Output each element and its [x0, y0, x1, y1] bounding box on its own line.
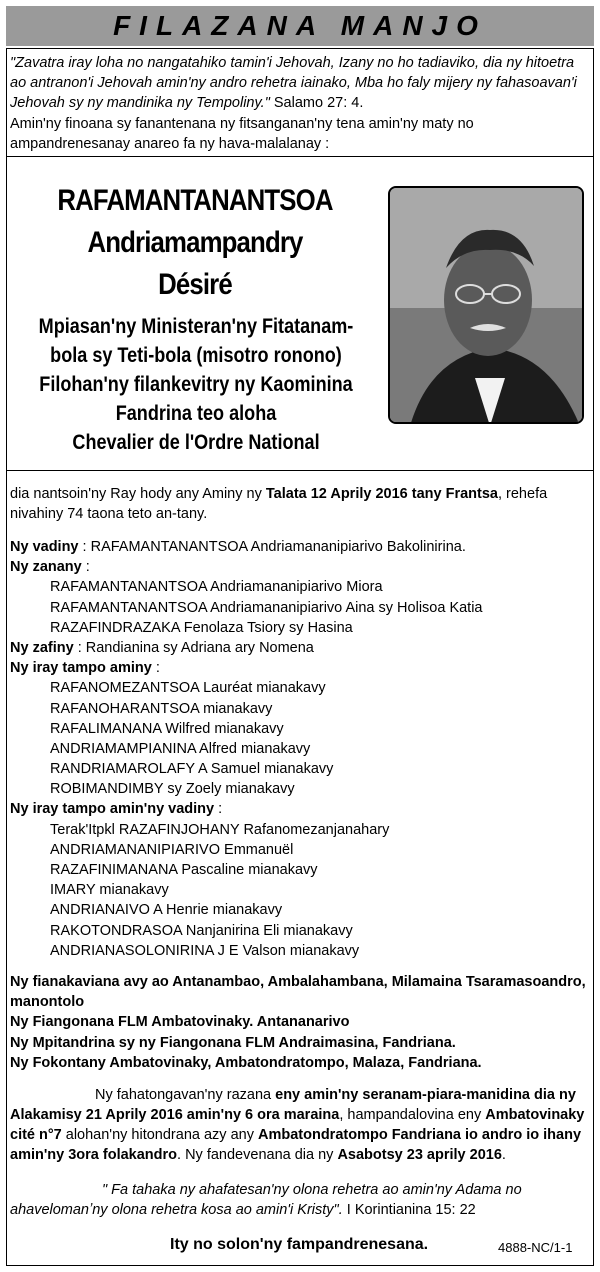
header-title: FILAZANA MANJO: [113, 10, 487, 41]
funeral-text: .: [501, 1147, 506, 1163]
death-announcement: [10, 484, 590, 524]
opening-quote: [10, 53, 590, 113]
list-item: RAFAMANTANANTSOA Andriamananipiarivo Miora: [50, 579, 383, 596]
list-item: ANDRIAMAMPIANINA Alfred mianakavy: [50, 740, 311, 757]
children-label: Ny zanany: [10, 559, 82, 576]
death-post: , rehefa nivahiny 74 taona teto an-tany.: [10, 486, 548, 522]
list-item: RAFALIMANANA Wilfred mianakavy: [50, 720, 284, 737]
portrait-illustration: [390, 188, 584, 424]
list-item: manontolo: [10, 994, 85, 1011]
list-item: RAFANOHARANTSOA mianakavy: [50, 700, 273, 717]
deceased-name: [20, 180, 370, 306]
list-item: Ny Fiangonana FLM Ambatovinaky. Antananarivo: [10, 1014, 350, 1031]
list-item: RAFAMANTANANTSOA Andriamananipiarivo Aina sy Holisoa Katia: [50, 599, 483, 616]
list-item: RAZAFINDRAZAKA Fenolaza Tsiory sy Hasina: [50, 619, 353, 636]
name-line-3: Désiré: [158, 268, 232, 301]
list-item: ROBIMANDIMBY sy Zoely mianakavy: [50, 781, 295, 798]
title-line-3: Filohan'ny filankevitry ny Kaominina: [39, 373, 353, 396]
list-item: ANDRIAMANANIPIARIVO Emmanuël: [50, 841, 294, 858]
funeral-text: . Ny fandevenana dia ny: [177, 1147, 338, 1163]
children-row: Ny zanany :: [10, 559, 90, 576]
name-line-2: Andriamampandry: [87, 226, 303, 259]
list-item: Ny Mpitandrina sy ny Fiangonana FLM Andraimasina, Fandriana.: [10, 1034, 456, 1051]
funeral-arrival: eny amin'ny seranam-piara-manidina dia ny Alakamisy 21 Aprily 2016 amin'ny 6 ora maraina: [10, 1087, 576, 1123]
grandchildren-label: Ny zafiny: [10, 639, 74, 656]
header-bar: [6, 6, 594, 46]
list-item: Terak'Itpkl RAZAFINJOHANY Rafanomezanjanahary: [50, 821, 390, 838]
funeral-destination: Ambatondratompo Fandriana io andro io ihany amin'ny 3ora folakandro: [10, 1127, 582, 1163]
siblings-label: Ny iray tampo aminy: [10, 660, 152, 677]
title-line-1: Mpiasan'ny Ministeran'ny Fitatanam-: [38, 315, 354, 338]
list-item: ANDRIANASOLONIRINA J E Valson mianakavy: [50, 942, 360, 959]
footer-message: Ity no solon'ny fampandrenesana.: [170, 1236, 429, 1253]
title-line-4: Fandrina teo aloha: [115, 402, 277, 425]
death-pre: dia nantsoin'ny Ray hody any Aminy ny: [10, 486, 266, 502]
list-item: RAFANOMEZANTSOA Lauréat mianakavy: [50, 680, 326, 697]
funeral-text: Ny fahatongavan'ny razana: [95, 1087, 276, 1103]
spouse-name: RAFAMANTANANTSOA Andriamananipiarivo Bakolinirina.: [90, 539, 466, 555]
funeral-text: alohan'ny hitondrana azy any: [61, 1127, 258, 1143]
divider-top: [6, 156, 594, 157]
list-item: IMARY mianakavy: [50, 882, 169, 899]
list-item: Ny fianakaviana avy ao Antanambao, Ambalahambana, Milamaina Tsaramasoandro,: [10, 974, 586, 990]
divider-middle: [6, 470, 594, 471]
spouse-label: Ny vadiny: [10, 539, 79, 555]
list-item: RAKOTONDRASOA Nanjanirina Eli mianakavy: [50, 922, 353, 939]
spouse-row: Ny vadiny : RAFAMANTANANTSOA Andriamananipiarivo Bakolinirina.: [10, 539, 466, 555]
title-line-2: bola sy Teti-bola (misotro ronono): [50, 344, 342, 367]
grandchildren-row: Ny zafiny : Randianina sy Adriana ary Nomena: [10, 639, 314, 656]
deceased-titles: [12, 312, 380, 457]
name-line-1: RAFAMANTANANTSOA: [57, 184, 333, 217]
footer-reference: 4888-NC/1-1: [498, 1240, 573, 1255]
quote-text: "Zavatra iray loha no nangatahiko tamin'i Jehovah, Izany no ho tadiaviko, dia ny hitoetra ao antranon'i Jehovah amin'ny andro rehetra iainako, Mba ho faly mijery ny fahasoavan'i Jehovah sy ny mandinika ny Tempoliny.": [10, 55, 577, 111]
burial-date: Asabotsy 23 aprily 2016: [337, 1147, 502, 1163]
funeral-text: , hampandalovina eny: [339, 1107, 486, 1123]
portrait-photo: [388, 186, 584, 424]
closing-quote: [10, 1180, 590, 1220]
funeral-details: [10, 1085, 590, 1165]
closing-quote-text: " Fa tahaka ny ahafatesan'ny olona rehetra ao amin'ny Adama no ahavelomanʼny olona rehetra kosa ao amin'i Kristy".: [10, 1182, 522, 1218]
family-list: [10, 537, 590, 961]
spouse-siblings-row: Ny iray tampo amin'ny vadiny :: [10, 801, 223, 818]
list-item: RAZAFINIMANANA Pascaline mianakavy: [50, 862, 318, 878]
siblings-row: Ny iray tampo aminy :: [10, 660, 160, 677]
list-item: Ny Fokontany Ambatovinaky, Ambatondratompo, Malaza, Fandriana.: [10, 1054, 482, 1071]
closing-quote-ref: I Korintianina 15: 22: [346, 1202, 476, 1218]
intro-text: Amin'ny finoana sy fanantenana ny fitsanganan'ny tena amin'ny maty no ampandrenesanay anareo fa ny hava-malalanay :: [10, 116, 474, 152]
list-item: ANDRIANAIVO A Henrie mianakavy: [50, 902, 283, 919]
community-list: [10, 972, 590, 1073]
death-date: Talata 12 Aprily 2016 tany Frantsa: [265, 486, 498, 502]
funeral-address: Ambatovinaky cité n°7: [10, 1107, 585, 1143]
list-item: RANDRIAMAROLAFY A Samuel mianakavy: [50, 761, 334, 778]
title-line-5: Chevalier de l'Ordre National: [72, 431, 320, 454]
grandchildren-names: Randianina sy Adriana ary Nomena: [85, 639, 314, 656]
spouse-siblings-label: Ny iray tampo amin'ny vadiny: [10, 801, 215, 818]
quote-ref: Salamo 27: 4.: [273, 95, 364, 111]
